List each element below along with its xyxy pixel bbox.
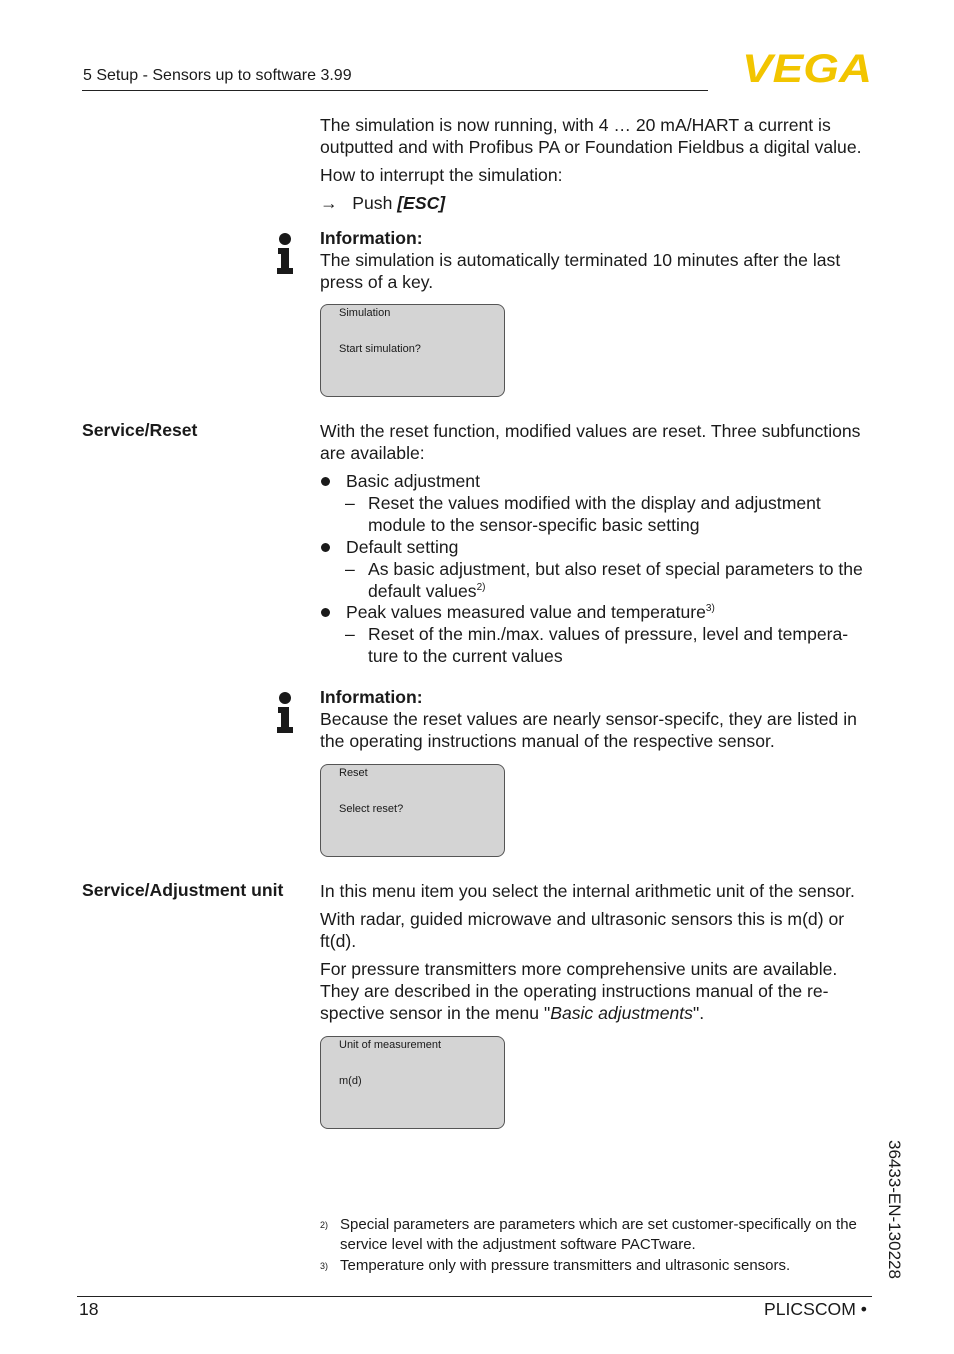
section-heading-unit: Service/Adjustment unit — [82, 880, 284, 900]
display-line-2: Select reset? — [339, 803, 404, 815]
push-esc-instruction — [320, 192, 880, 214]
product-name: PLICSCOM • — [764, 1299, 867, 1319]
bullet-icon — [321, 477, 330, 486]
footnote-number: 2) — [320, 1220, 329, 1230]
svg-text:VEGA: VEGA — [742, 52, 872, 84]
section-heading-reset: Service/Reset — [82, 420, 198, 440]
interrupt-paragraph: How to interrupt the simulation: — [320, 165, 563, 185]
footnote-number: 3) — [320, 1261, 329, 1271]
info-text: Because the reset values are nearly sensor-specifc, they are listed in the operating instructions manual of the respective sensor. — [320, 709, 857, 751]
info-icon — [275, 692, 295, 734]
unit-paragraph-1: In this menu item you select the internal arithmetic unit of the sensor. — [320, 881, 855, 901]
unit-paragraph-2: With radar, guided microwave and ultrasonic sensors this is m(d) or ft(d). — [320, 909, 845, 951]
info-icon — [275, 233, 295, 275]
info-title: Information: — [320, 687, 423, 707]
bullet-icon — [321, 543, 330, 552]
list-item-description: Reset the values modified with the display and adjustment module to the sensor-specific basic setting — [368, 493, 821, 535]
list-item-description: As basic adjustment, but also reset of special parameters to the default values$^{2)}$ — [368, 559, 863, 601]
page-number: 18 — [79, 1299, 99, 1319]
footer-rule — [77, 1296, 872, 1297]
vega-logo — [742, 52, 872, 84]
dash-icon: – — [345, 624, 355, 644]
arrow-icon: → — [320, 193, 338, 213]
reset-display — [320, 764, 505, 857]
simulation-display — [320, 304, 505, 397]
reset-intro: With the reset function, modified values are reset. Three subfunctions are available: — [320, 421, 861, 463]
bullet-icon — [321, 608, 330, 617]
dash-icon: – — [345, 493, 355, 513]
footnote-text: Special parameters are parameters which are set customer-specifically on the service level with the adjustment software PACTware. — [340, 1216, 857, 1253]
display-line-2: m(d) — [339, 1075, 362, 1087]
reset-info — [320, 686, 880, 752]
footnote-text: Temperature only with pressure transmitters and ultrasonic sensors. — [340, 1257, 791, 1274]
display-line-2: Start simulation? — [339, 343, 421, 355]
info-text: The simulation is automatically terminated 10 minutes after the last press of a key. — [320, 250, 841, 292]
esc-key-label: [ESC] — [397, 193, 446, 213]
running-header: 5 Setup - Sensors up to software 3.99 — [83, 67, 352, 84]
info-title: Information: — [320, 228, 423, 248]
display-line-1: Reset — [339, 767, 368, 779]
unit-display — [320, 1036, 505, 1129]
footnote-ref: 2) — [476, 582, 486, 594]
footnote-ref: 3) — [705, 603, 715, 615]
display-line-1: Unit of measurement — [339, 1039, 442, 1051]
simulation-info — [320, 227, 880, 293]
document-id: 36433-EN-130228 — [885, 1140, 904, 1279]
push-label: Push — [352, 193, 393, 213]
list-item-description: Reset of the min./max. values of pressure, level and tempera- ture to the current values — [368, 624, 849, 666]
simulation-paragraph: The simulation is now running, with 4 … 20 mA/HART a current is outputted and with Profibus PA or Foundation Fieldbus a digital value. — [320, 115, 862, 157]
display-line-1: Simulation — [339, 307, 391, 319]
unit-paragraph-3: For pressure transmitters more comprehensive units are available. They are described in the operating instructions manual of the re- spective sensor in the menu "Basic adjustments". — [320, 959, 838, 1023]
header-rule — [82, 90, 708, 91]
dash-icon: – — [345, 559, 355, 579]
